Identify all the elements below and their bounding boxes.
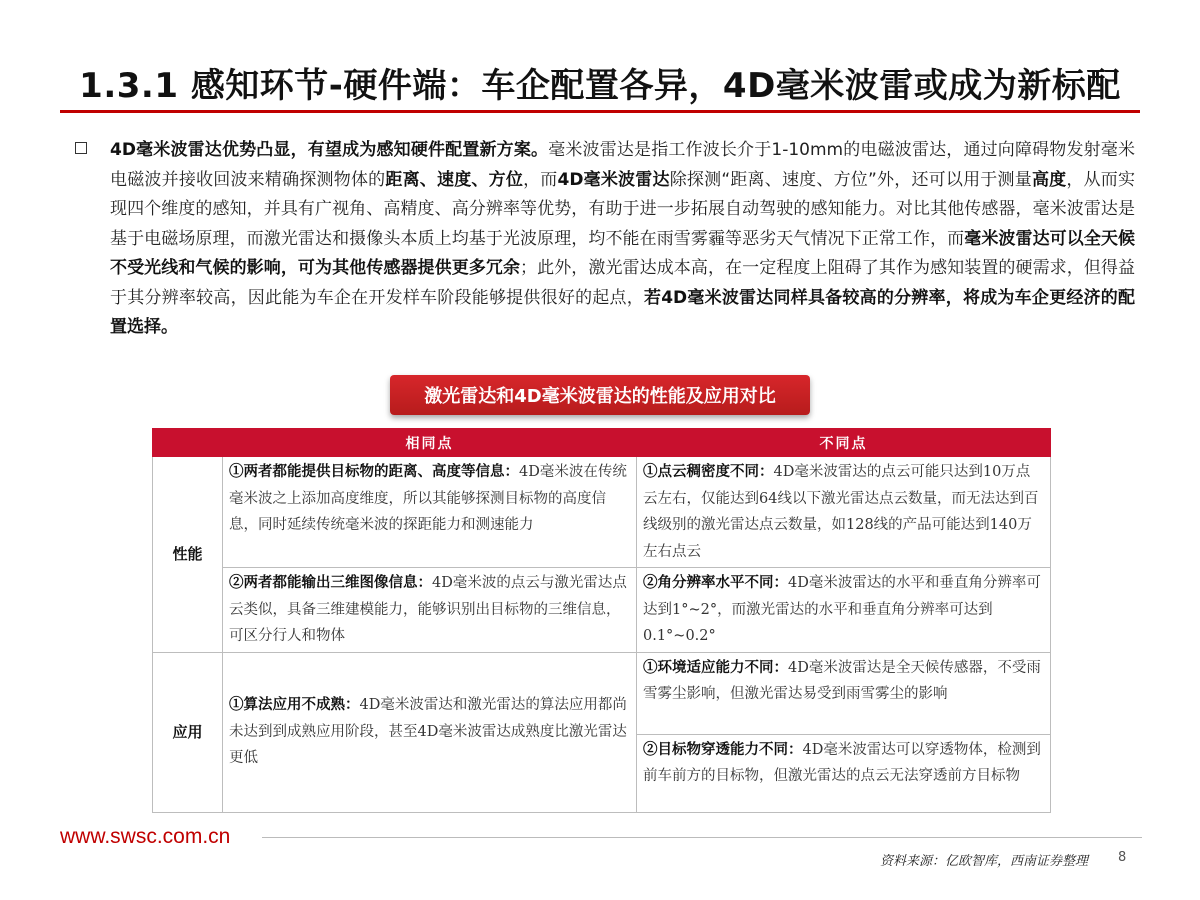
comparison-banner: 激光雷达和4D毫米波雷达的性能及应用对比 (390, 375, 810, 415)
cell-lead: ①点云稠密度不同： (643, 463, 774, 480)
table-header-row (153, 429, 1051, 457)
application-same-1 (223, 652, 637, 812)
cell-lead: ①环境适应能力不同： (643, 658, 788, 676)
row-label-performance: 性能 (153, 457, 223, 653)
page-number: 8 (1118, 850, 1127, 865)
para-text: ，从而实现四个维度的感知，并具有广视角、高精度、高分辨率等优势，有助于进一步拓展自动驾驶的感知能力。 (110, 169, 1135, 219)
performance-same-2 (223, 568, 637, 653)
performance-diff-2 (637, 568, 1051, 653)
footer-website-link[interactable]: www.swsc.com.cn (60, 825, 231, 848)
para-bold-dsd: 距离、速度、方位 (385, 169, 524, 190)
application-diff-1 (637, 652, 1051, 734)
cell-text: 4D毫米波雷达可以穿透物体，检测到前车前方的目标物，但激光雷达的点云无法穿透前方目标物 (643, 741, 1041, 784)
para-text: 对比其他传感器，毫米波雷达是基于电磁场原理，而激光雷达和摄像头本质上均基于光波原理，均不能在雨雪雾霾等恶劣天气情况下正常工作，而 (110, 199, 1136, 249)
intro-paragraph (110, 136, 1135, 343)
para-bold-4d: 4D毫米波雷达 (557, 169, 670, 190)
page-title: 1.3.1 感知环节-硬件端：车企配置各异，4D毫米波雷或成为新标配 (79, 66, 1121, 106)
square-bullet-icon (75, 142, 87, 154)
table-row (153, 457, 1051, 568)
para-bold-conclusion: 若4D毫米波雷达同样具备较高的分辨率，将成为车企更经济的配置选择。 (110, 287, 1135, 337)
table-row (153, 568, 1051, 653)
para-text: ；此外，激光雷达成本高，在一定程度上阻碍了其作为感知装置的硬需求，但得益于其分辨率较高，因此能为车企在开发样车阶段能够提供很好的起点， (110, 258, 1136, 308)
cell-text: 4D毫米波雷达和激光雷达的算法应用都尚未达到到成熟应用阶段，甚至4D毫米波雷达成熟度比激光雷达更低 (229, 697, 627, 767)
performance-diff-1 (637, 457, 1051, 568)
cell-text: 4D毫米波雷达的点云可能只达到10万点云左右，仅能达到64线以下激光雷达点云数量，而无法达到百线级别的激光雷达点云数量，如128线的产品可能达到140万左右点云 (643, 464, 1039, 560)
cell-lead: ②两者都能输出三维图像信息： (229, 574, 432, 591)
cell-lead: ①两者都能提供目标物的距离、高度等信息： (229, 463, 519, 480)
cell-text: 4D毫米波的点云与激光雷达点云类似，具备三维建模能力，能够识别出目标物的三维信息，可区分行人和物体 (229, 575, 627, 644)
cell-text: 4D毫米波雷达的水平和垂直角分辨率可达到1°~2°，而激光雷达的水平和垂直角分辨率可达到0.1°~0.2° (643, 575, 1041, 644)
header-blank (153, 429, 223, 457)
header-diff: 不同点 (637, 429, 1051, 457)
cell-lead: ②目标物穿透能力不同： (643, 740, 803, 758)
para-text: 毫米波雷达是指工作波长介于1-10mm的电磁波雷达，通过向障碍物发射毫米电磁波并接收回波来精确探测物体的 (110, 140, 1135, 190)
cell-text: 4D毫米波雷达是全天候传感器，不受雨雪雾尘影响，但激光雷达易受到雨雪雾尘的影响 (643, 659, 1041, 702)
application-diff-2 (637, 734, 1051, 812)
footer-divider (262, 837, 1142, 838)
para-bold-allweather: 毫米波雷达可以全天候不受光线和气候的影响，可为其他传感器提供更多冗余 (110, 228, 1135, 278)
para-text: ，而 (523, 169, 558, 190)
performance-same-1 (223, 457, 637, 568)
cell-text: 4D毫米波在传统毫米波之上添加高度维度，所以其能够探测目标物的高度信息，同时延续传统毫米波的探距能力和测速能力 (229, 464, 627, 533)
comparison-table (152, 428, 1051, 813)
para-bold-lead: 4D毫米波雷达优势凸显，有望成为感知硬件配置新方案。 (110, 140, 549, 160)
para-text: 除探测“距离、速度、方位”外，还可以用于测量 (669, 169, 1032, 190)
table-row (153, 652, 1051, 734)
cell-lead: ①算法应用不成熟： (229, 696, 360, 714)
header-same: 相同点 (223, 429, 637, 457)
source-note: 资料来源：亿欧智库，西南证券整理 (880, 854, 1089, 869)
cell-lead: ②角分辨率水平不同： (643, 574, 788, 591)
row-label-application: 应用 (153, 652, 223, 812)
para-bold-height: 高度 (1031, 169, 1067, 190)
title-divider (60, 110, 1140, 113)
